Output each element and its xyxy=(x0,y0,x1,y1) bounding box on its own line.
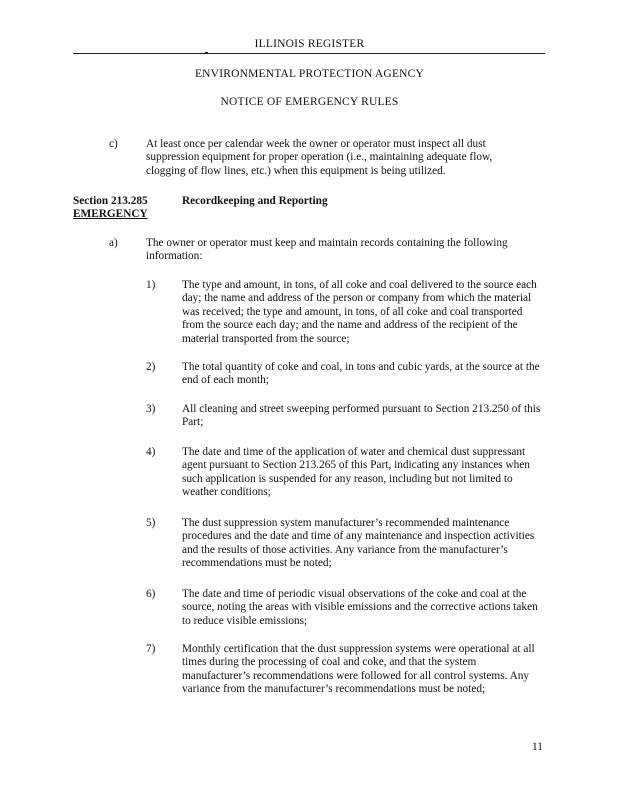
item-label: 7) xyxy=(146,643,156,655)
section-number: Section 213.285 xyxy=(73,195,148,207)
item-text: The type and amount, in tons, of all coke and coal delivered to the source each day; the name and address of the person or company from which the material was received; the type and amount, in tons, of all coke and coal transported from the source each day; and the name and address of the recipient of the material transported from the source; xyxy=(182,279,537,345)
para-c-text: At least once per calendar week the owner or operator must inspect all dust suppression equipment for proper operation (i.e., maintaining adequate flow, clogging of flow lines, etc.) when this equipment is being utilized. xyxy=(146,138,493,177)
item-label: 2) xyxy=(146,361,156,373)
header-rule xyxy=(73,53,545,54)
item-text: All cleaning and street sweeping performed pursuant to Section 213.250 of this Part; xyxy=(182,403,541,429)
item-text: The date and time of periodic visual observations of the coke and coal at the source, noting the areas with visible emissions and the corrective actions taken to reduce visible emissions; xyxy=(182,588,538,627)
item-text: Monthly certification that the dust suppression systems were operational at all times during the processing of coal and coke, and that the system manufacturer’s recommendations were followed for all control systems. Any variance from the manufacturer’s recommendations must be noted; xyxy=(182,643,535,696)
header-rule-tick xyxy=(205,52,208,54)
item-text: The date and time of the application of water and chemical dust suppressant agent pursuant to Section 213.265 of this Part, indicating any instances when such application is suspended for any reason, including but not limited to weather conditions; xyxy=(182,446,530,499)
register-title: ILLINOIS REGISTER xyxy=(254,38,365,50)
item-text: The total quantity of coke and coal, in tons and cubic yards, at the source at the end of each month; xyxy=(182,361,540,387)
emergency-label: EMERGENCY xyxy=(73,208,148,220)
page-number: 11 xyxy=(532,741,543,753)
para-c-label: c) xyxy=(109,138,118,150)
para-a-text: The owner or operator must keep and maintain records containing the following information: xyxy=(146,237,508,263)
notice-title: NOTICE OF EMERGENCY RULES xyxy=(220,96,399,108)
section-title: Recordkeeping and Reporting xyxy=(182,195,328,207)
item-label: 3) xyxy=(146,403,156,415)
agency-title: ENVIRONMENTAL PROTECTION AGENCY xyxy=(194,68,425,80)
item-label: 5) xyxy=(146,517,156,529)
item-label: 1) xyxy=(146,279,156,291)
item-label: 4) xyxy=(146,446,156,458)
item-label: 6) xyxy=(146,588,156,600)
item-text: The dust suppression system manufacturer’s recommended maintenance procedures and the date and time of any maintenance and inspection activities and the results of those activities. Any variance from the manufacturer’s recommendations must be noted; xyxy=(182,517,535,570)
para-a-label: a) xyxy=(109,237,118,249)
